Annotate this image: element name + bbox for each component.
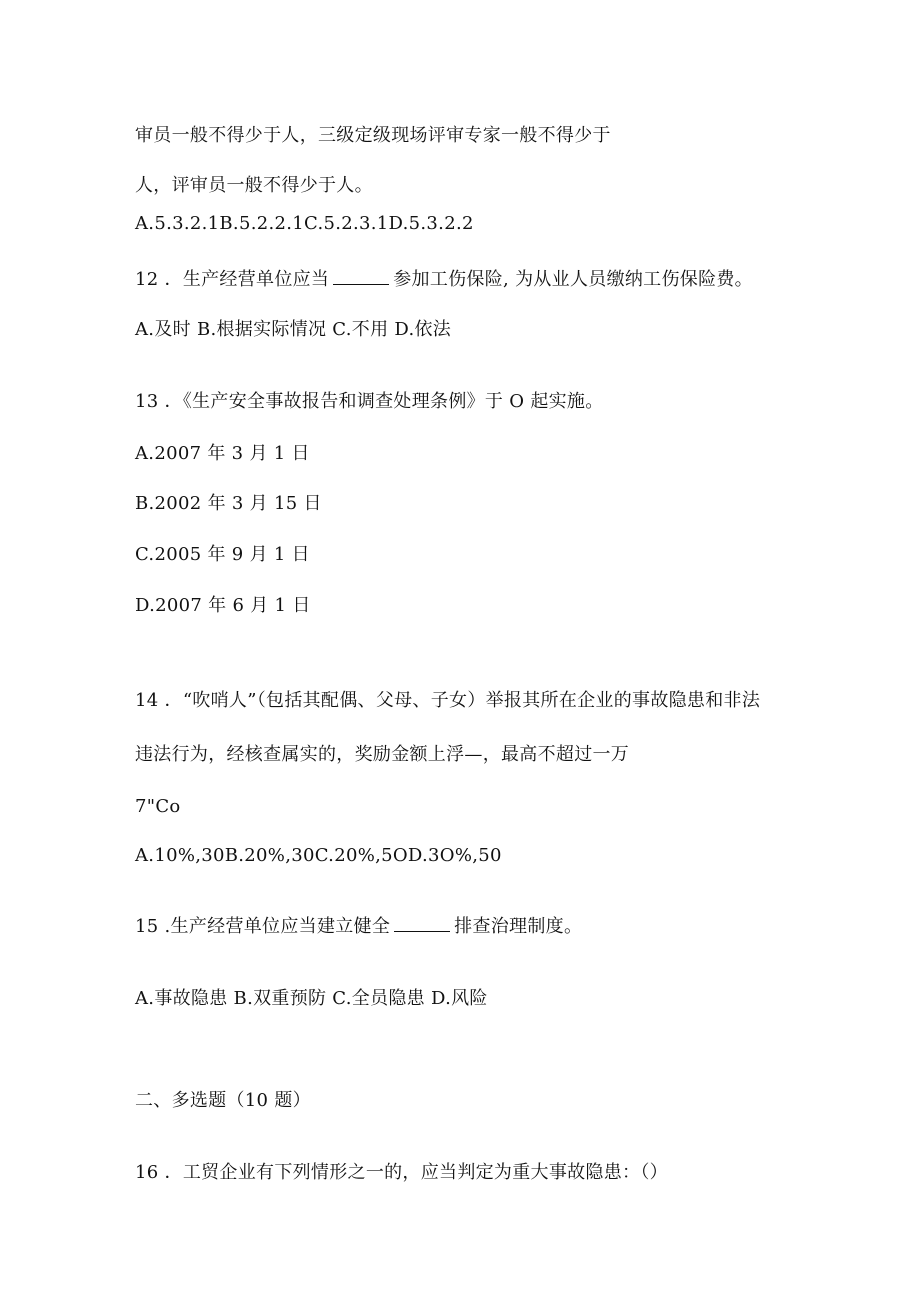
options-q15: A.事故隐患 B.双重预防 C.全员隐患 D.风险: [135, 988, 488, 1009]
question-16: 16 ．工贸企业有下列情形之一的，应当判定为重大事故隐患：（）: [135, 1162, 668, 1183]
section-heading: 二、多选题（10 题）: [135, 1090, 311, 1111]
question-15-part2: 排查治理制度。: [454, 916, 583, 937]
question-14-line-2: 违法行为，经核查属实的，奖励金额上浮—，最高不超过一万: [135, 744, 630, 765]
question-12-part2: 参加工伤保险, 为从业人员缴纳工伤保险费。: [393, 269, 753, 290]
option-q13-d: D.2007 年 6 月 1 日: [135, 595, 311, 616]
question-14-line-1: 14 ．“吹哨人”（包括其配偶、父母、子女）举报其所在企业的事故隐患和非法: [135, 690, 761, 711]
options-q11: A.5.3.2.1B.5.2.2.1C.5.2.3.1D.5.3.2.2: [135, 213, 474, 234]
text-line-1: 审员一般不得少于人，三级定级现场评审专家一般不得少于: [135, 125, 611, 146]
option-q13-c: C.2005 年 9 月 1 日: [135, 544, 310, 565]
question-15: [135, 915, 582, 939]
answer-blank: [333, 270, 389, 285]
options-q14: A.10%,30B.20%,30C.20%,5OD.3O%,50: [135, 845, 502, 866]
question-12: [135, 268, 753, 292]
text-line-2: 人，评审员一般不得少于人。: [135, 175, 373, 196]
answer-blank: [394, 917, 450, 932]
question-12-part1: 12 ．生产经营单位应当: [135, 269, 330, 290]
options-q12: A.及时 B.根据实际情况 C.不用 D.依法: [135, 319, 452, 340]
option-q13-b: B.2002 年 3 月 15 日: [135, 493, 322, 514]
question-14-line-3: 7"Co: [135, 796, 181, 817]
option-q13-a: A.2007 年 3 月 1 日: [135, 443, 310, 464]
question-13: 13 ．《生产安全事故报告和调查处理条例》于 O 起实施。: [135, 391, 604, 412]
question-15-part1: 15 .生产经营单位应当建立健全: [135, 916, 391, 937]
